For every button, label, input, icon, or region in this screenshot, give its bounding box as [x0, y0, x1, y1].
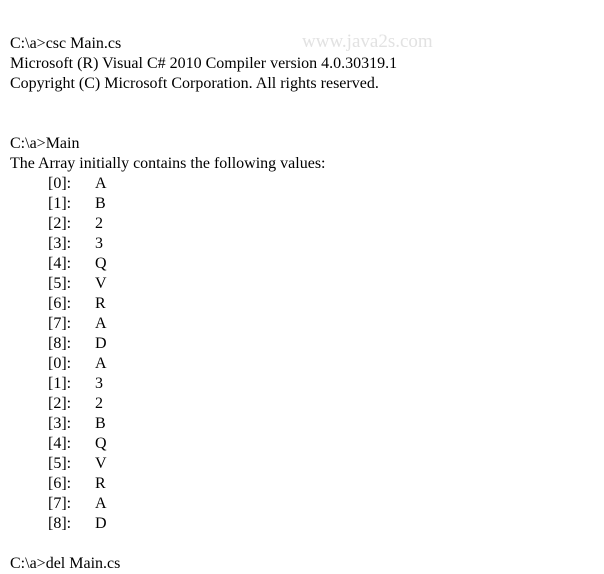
array-value: 3 [95, 235, 103, 252]
list-item [10, 334, 604, 354]
run-command: C:\a>Main [10, 135, 80, 152]
list-item [10, 214, 604, 234]
array-value: R [95, 475, 106, 492]
array-value: 2 [95, 215, 103, 232]
list-item [10, 474, 604, 494]
watermark-text: www.java2s.com [302, 31, 433, 52]
array-value: B [95, 415, 106, 432]
array-value: 2 [95, 395, 103, 412]
array-index: [3]: [48, 415, 72, 432]
list-item [10, 354, 604, 374]
initial-values-list [10, 174, 604, 354]
array-value: R [95, 295, 106, 312]
array-value: A [95, 315, 107, 332]
array-index: [8]: [48, 335, 72, 352]
array-value: V [95, 455, 107, 472]
list-item [10, 434, 604, 454]
blank-line [10, 534, 604, 554]
list-item [10, 314, 604, 334]
array-value: A [95, 495, 107, 512]
console-output [10, 34, 604, 574]
compiler-version-line: Microsoft (R) Visual C# 2010 Compiler version 4.0.30319.1 [10, 55, 398, 72]
list-item [10, 194, 604, 214]
array-value: Q [95, 435, 107, 452]
copyright-line: Copyright (C) Microsoft Corporation. All rights reserved. [10, 75, 379, 92]
array-value: 3 [95, 375, 103, 392]
array-index: [2]: [48, 215, 72, 232]
array-value: A [95, 355, 107, 372]
list-item [10, 254, 604, 274]
array-index: [7]: [48, 315, 72, 332]
array-message: The Array initially contains the following values: [10, 155, 326, 172]
list-item [10, 374, 604, 394]
blank-line [10, 114, 604, 134]
array-index: [5]: [48, 275, 72, 292]
compile-command: C:\a>csc Main.cs [10, 35, 122, 52]
list-item [10, 414, 604, 434]
delete-command: C:\a>del Main.cs [10, 555, 121, 572]
list-item [10, 394, 604, 414]
array-index: [3]: [48, 235, 72, 252]
list-item [10, 454, 604, 474]
array-value: B [95, 195, 106, 212]
array-index: [6]: [48, 295, 72, 312]
array-index: [1]: [48, 375, 72, 392]
array-value: Q [95, 255, 107, 272]
array-index: [4]: [48, 435, 72, 452]
list-item [10, 174, 604, 194]
blank-line [10, 94, 604, 114]
array-value: A [95, 175, 107, 192]
array-index: [7]: [48, 495, 72, 512]
list-item [10, 274, 604, 294]
array-index: [0]: [48, 175, 72, 192]
array-value: D [95, 515, 107, 532]
array-index: [5]: [48, 455, 72, 472]
array-index: [0]: [48, 355, 72, 372]
array-index: [2]: [48, 395, 72, 412]
array-value: V [95, 275, 107, 292]
list-item [10, 514, 604, 534]
list-item [10, 234, 604, 254]
array-value: D [95, 335, 107, 352]
array-index: [4]: [48, 255, 72, 272]
sorted-values-list [10, 354, 604, 534]
array-index: [6]: [48, 475, 72, 492]
array-index: [8]: [48, 515, 72, 532]
list-item [10, 294, 604, 314]
list-item [10, 494, 604, 514]
array-index: [1]: [48, 195, 72, 212]
